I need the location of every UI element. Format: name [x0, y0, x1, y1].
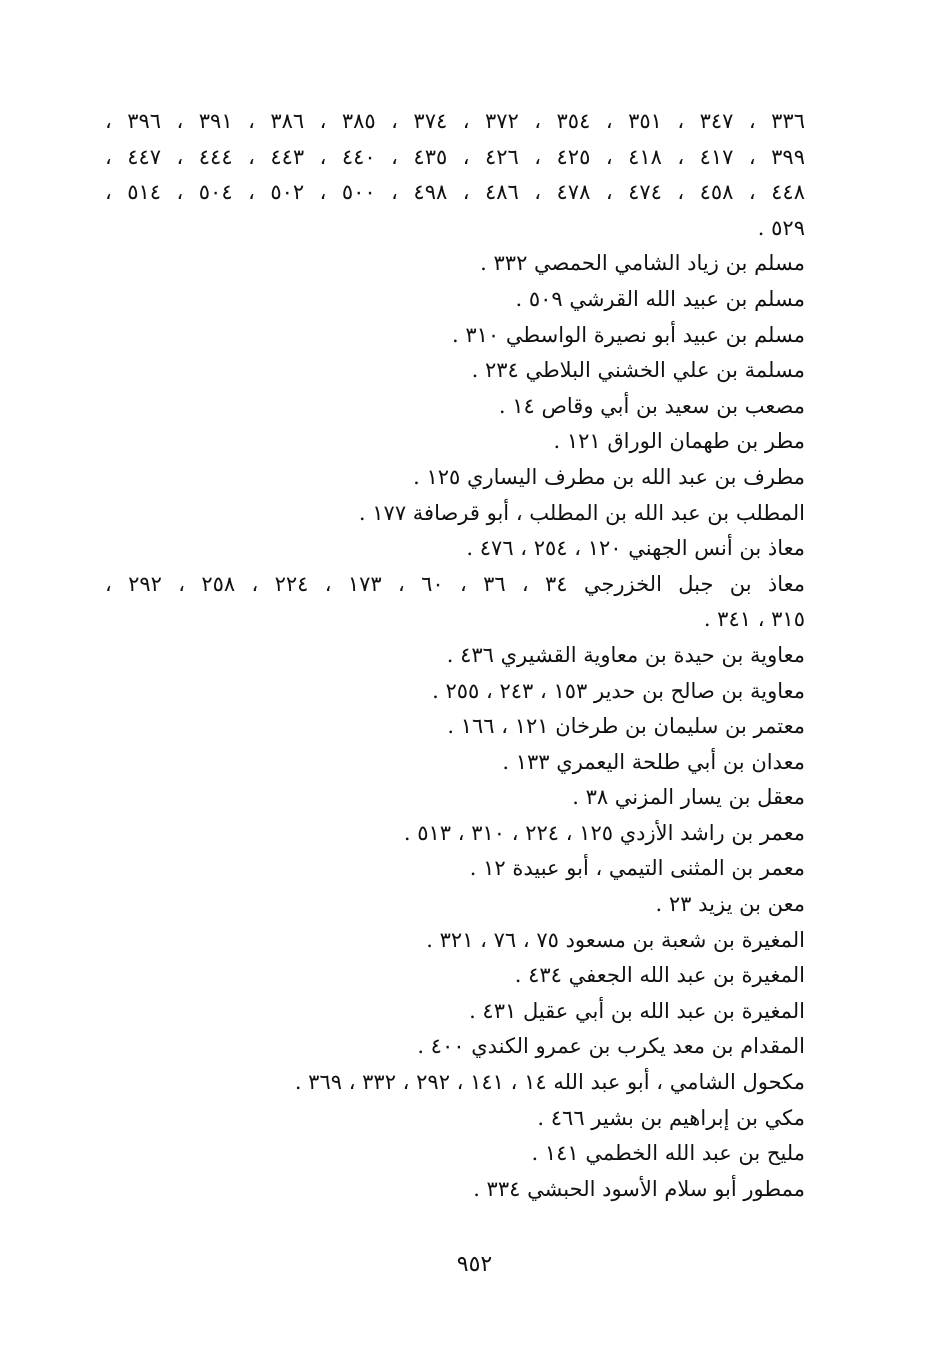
index-entry: مطر بن طهمان الوراق ١٢١ . [553, 429, 805, 454]
index-entry: المقدام بن معد يكرب بن عمرو الكندي ٤٠٠ . [417, 1034, 805, 1059]
page-number: ٩٥٢ [456, 1252, 493, 1277]
index-entry: معمر بن المثنى التيمي ، أبو عبيدة ١٢ . [469, 856, 805, 881]
index-entry: المطلب بن عبد الله بن المطلب ، أبو قرصافة ١٧٧ . [358, 500, 805, 525]
index-entry: معاذ بن جبل الخزرجي ٣٤ ، ٣٦ ، ٦٠ ، ١٧٣ ، ٢٢٤ ، ٢٥٨ ، ٢٩٢ ، [105, 571, 805, 596]
index-entry: معن بن يزيد ٢٣ . [655, 892, 805, 917]
index-entry: معقل بن يسار المزني ٣٨ . [572, 785, 805, 810]
continuation-line: ٥٢٩ . [757, 215, 805, 240]
continuation-line: ٣٩٩ ، ٤١٧ ، ٤١٨ ، ٤٢٥ ، ٤٢٦ ، ٤٣٥ ، ٤٤٠ ، ٤٤٣ ، ٤٤٤ ، ٤٤٧ ، [105, 144, 805, 169]
continuation-line: ٤٤٨ ، ٤٥٨ ، ٤٧٤ ، ٤٧٨ ، ٤٨٦ ، ٤٩٨ ، ٥٠٠ ، ٥٠٢ ، ٥٠٤ ، ٥١٤ ، [105, 180, 805, 205]
index-entry: مسلم بن عبيد الله القرشي ٥٠٩ . [515, 286, 805, 311]
index-entry: مطرف بن عبد الله بن مطرف اليساري ١٢٥ . [413, 464, 805, 489]
continuation-line: ٣١٥ ، ٣٤١ . [703, 607, 805, 632]
index-text-block [105, 104, 805, 1207]
index-entry: معمر بن راشد الأزدي ١٢٥ ، ٢٢٤ ، ٣١٠ ، ٥١٣ . [403, 820, 805, 845]
index-entry: مكحول الشامي ، أبو عبد الله ١٤ ، ١٤١ ، ٢٩٢ ، ٣٣٢ ، ٣٦٩ . [294, 1070, 805, 1095]
index-entry: المغيرة بن شعبة بن مسعود ٧٥ ، ٧٦ ، ٣٢١ . [426, 927, 805, 952]
index-entry: معاذ بن أنس الجهني ١٢٠ ، ٢٥٤ ، ٤٧٦ . [466, 536, 805, 561]
index-entry: ممطور أبو سلام الأسود الحبشي ٣٣٤ . [473, 1176, 805, 1201]
continuation-line: ٣٣٦ ، ٣٤٧ ، ٣٥١ ، ٣٥٤ ، ٣٧٢ ، ٣٧٤ ، ٣٨٥ ، ٣٨٦ ، ٣٩١ ، ٣٩٦ ، [105, 109, 805, 133]
index-entry: مصعب بن سعيد بن أبي وقاص ١٤ . [498, 393, 805, 418]
index-entry: المغيرة بن عبد الله بن أبي عقيل ٤٣١ . [469, 998, 805, 1023]
index-entry: مليح بن عبد الله الخطمي ١٤١ . [531, 1141, 805, 1166]
index-entry: معاوية بن حيدة بن معاوية القشيري ٤٣٦ . [446, 642, 805, 667]
index-entry: مسلمة بن علي الخشني البلاطي ٢٣٤ . [471, 358, 805, 383]
index-entry: مسلم بن زياد الشامي الحمصي ٣٣٢ . [480, 251, 805, 276]
index-entry: معاوية بن صالح بن حدير ١٥٣ ، ٢٤٣ ، ٢٥٥ . [432, 678, 805, 703]
index-entry: المغيرة بن عبد الله الجعفي ٤٣٤ . [514, 963, 805, 988]
index-entry: معتمر بن سليمان بن طرخان ١٢١ ، ١٦٦ . [447, 714, 805, 739]
index-entry: مكي بن إبراهيم بن بشير ٤٦٦ . [537, 1105, 805, 1130]
index-entry: معدان بن أبي طلحة اليعمري ١٣٣ . [502, 749, 805, 774]
index-entry: مسلم بن عبيد أبو نصيرة الواسطي ٣١٠ . [452, 322, 805, 347]
